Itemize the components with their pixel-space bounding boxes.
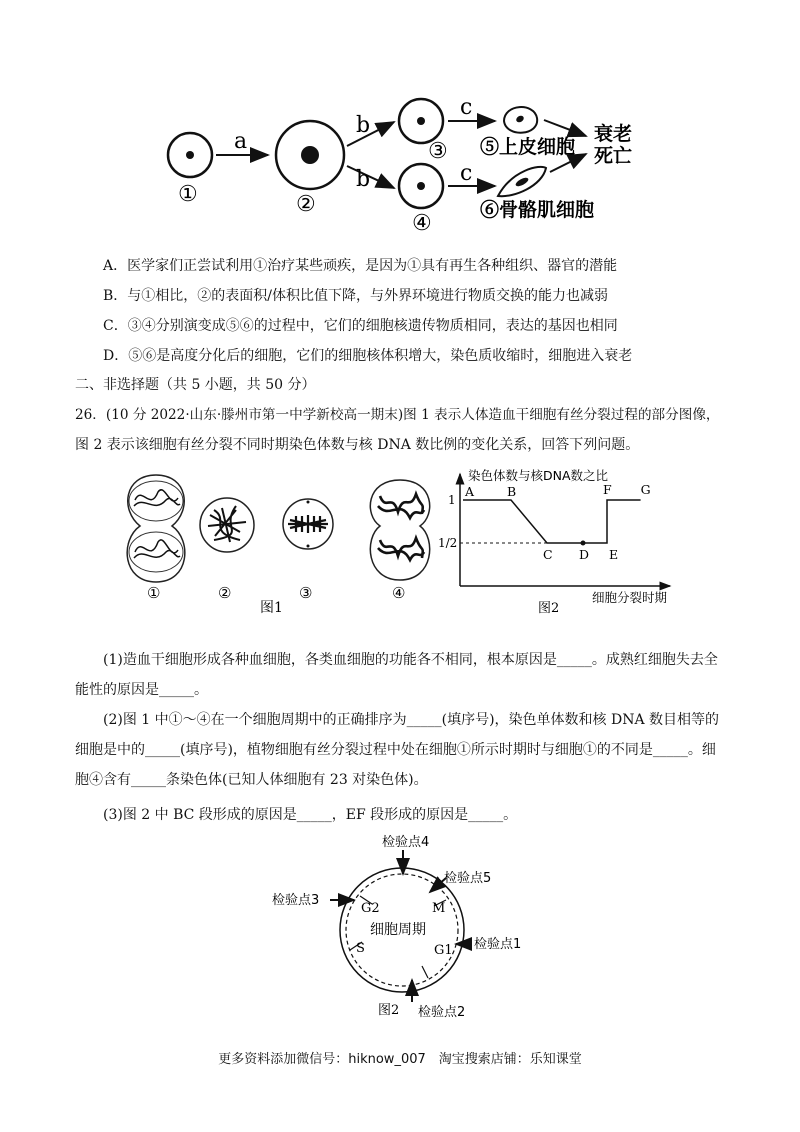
phase-s: S (356, 941, 365, 956)
arrow-b-bottom-label: b (356, 167, 371, 192)
figure-2-ratio-chart (438, 468, 698, 616)
cell-4-label: ④ (412, 211, 432, 236)
chart-title: 染色体数与核DNA数之比 (468, 468, 609, 483)
phase-m: M (432, 901, 446, 916)
chart-point-label-g: G (640, 482, 651, 497)
fig1-cell-4 (370, 480, 429, 580)
option-a: A．医学家们正尝试利用①治疗某些顽疾，是因为①具有再生各种组织、器官的潜能 (103, 258, 618, 274)
chart-caption: 图2 (538, 601, 560, 616)
option-c: C．③④分别演变成⑤⑥的过程中，它们的细胞核遗传物质相同，表达的基因也相同 (103, 318, 618, 334)
chart-point-label-c: C (543, 547, 553, 562)
chart-xlabel: 细胞分裂时期 (592, 590, 668, 605)
checkpoint-3-label: 检验点3 (272, 893, 320, 908)
cell-1-label: ① (178, 182, 198, 207)
arrow-c-top-label: c (460, 95, 473, 120)
arrow-b-top-label: b (356, 113, 371, 138)
figure-1-mitosis (110, 470, 440, 620)
fig1-label-4: ④ (392, 584, 406, 602)
fig1-label-3: ③ (299, 584, 313, 602)
arrow-a-label: a (234, 129, 248, 154)
fig1-label-1: ① (147, 584, 161, 602)
page-footer: 更多资料添加微信号：hiknow_007 淘宝搜索店铺：乐知课堂 (218, 1052, 582, 1067)
phase-g2: G2 (361, 901, 380, 916)
cell-3-label: ③ (428, 139, 448, 164)
aging-label-1: 衰老 (594, 123, 633, 145)
chart-point-label-a: A (465, 484, 475, 499)
chart-ytick-label: 1/2 (438, 536, 458, 550)
checkpoint-1-label: 检验点1 (474, 937, 522, 952)
chart-point-label-e: E (609, 547, 619, 562)
chart-point-d-marker (581, 541, 586, 546)
fig1-label-2: ② (218, 584, 232, 602)
chart-point-label-b: B (507, 484, 517, 499)
muscle-label: ⑥骨骼肌细胞 (480, 199, 595, 221)
arrow-c-bottom-label: c (460, 161, 473, 186)
chart-ytick-label: 1 (448, 493, 456, 507)
fig1-caption: 图1 (260, 600, 283, 616)
epithelial-label: ⑤上皮细胞 (480, 136, 576, 158)
checkpoint-2-label: 检验点2 (418, 1005, 466, 1020)
checkpoint-4-label: 检验点4 (382, 835, 430, 850)
option-d: D．⑤⑥是高度分化后的细胞，它们的细胞核体积增大，染色质收缩时，细胞进入衰老 (103, 348, 633, 364)
section-title: 二、非选择题（共 5 小题，共 50 分） (75, 377, 316, 393)
cell-2-label: ② (296, 192, 316, 217)
q26-stem-line2: 图 2 表示该细胞有丝分裂不同时期染色体数与核 DNA 数比例的变化关系，回答下列问题。 (75, 437, 640, 453)
aging-label-2: 死亡 (594, 145, 633, 167)
figure-cell-cycle-checkpoints (262, 830, 542, 1022)
checkpoint-5-label: 检验点5 (444, 871, 492, 886)
option-b: B．与①相比，②的表面积/体积比值下降，与外界环境进行物质交换的能力也减弱 (103, 288, 609, 304)
cycle-center-label: 细胞周期 (370, 922, 426, 938)
chart-series-line (463, 500, 641, 543)
fig1-cell-1 (127, 475, 185, 582)
differentiation-diagram (150, 88, 670, 238)
q26-stem-line1: 26．(10 分 2022·山东·滕州市第一中学新校高一期末)图 1 表示人体造血干细胞有丝分裂过程的部分图像， (75, 407, 720, 423)
chart-point-label-d: D (579, 547, 590, 562)
chart-point-label-f: F (603, 482, 612, 497)
question-3: (3)图 2 中 BC 段形成的原因是_____，EF 段形成的原因是_____。 (103, 807, 518, 823)
fig3-caption: 图2 (378, 1003, 400, 1018)
question-2: (2)图 1 中①～④在一个细胞周期中的正确排序为_____(填序号)，染色单体数和核 DNA 数目相等的细胞是中的_____(填序号)，植物细胞有丝分裂过程中处在细胞①所示时期时与细胞①的不同是_____。细胞④含有_____条染色体(已知人体细胞有 23 对染色体)。 (75, 712, 720, 788)
question-1: (1)造血干细胞形成各种血细胞，各类血细胞的功能各不相同，根本原因是_____。成熟红细胞失去全能性的原因是_____。 (75, 652, 718, 698)
phase-g1: G1 (434, 943, 453, 958)
